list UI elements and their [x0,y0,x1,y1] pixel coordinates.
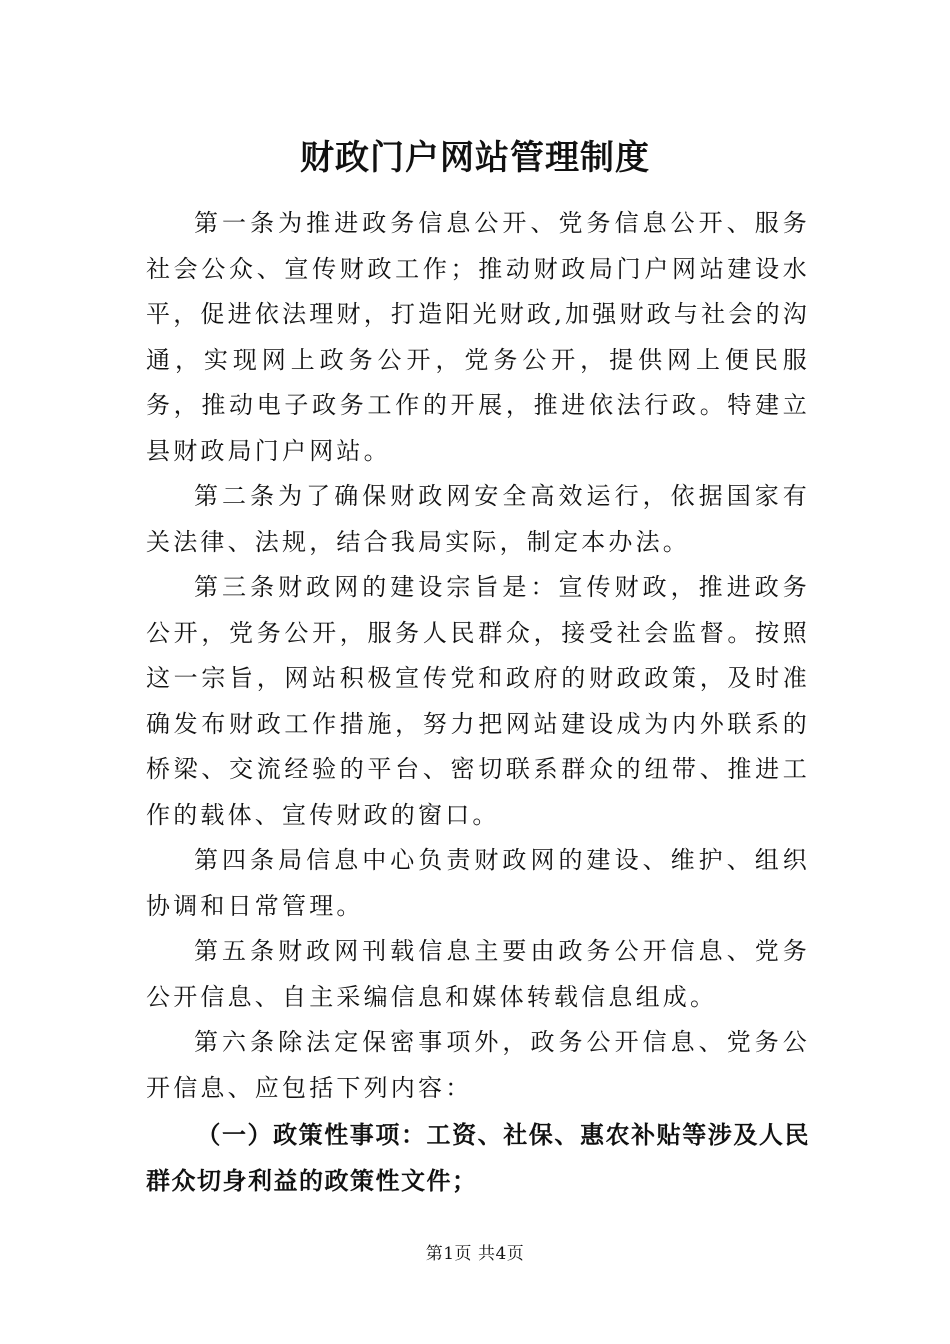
article-6-paragraph: 第六条除法定保密事项外，政务公开信息、党务公开信息、应包括下列内容： [146,1028,810,1102]
article-5-paragraph: 第五条财政网刊载信息主要由政务公开信息、党务公开信息、自主采编信息和媒体转载信息组成。 [146,937,810,1011]
document-body [146,201,810,1204]
article-3-paragraph: 第三条财政网的建设宗旨是：宣传财政，推进政务公开，党务公开，服务人民群众，接受社会监督。按照这一宗旨，网站积极宣传党和政府的财政政策，及时准确发布财政工作措施，努力把网站建设成为内外联系的桥梁、交流经验的平台、密切联系群众的纽带、推进工作的载体、宣传财政的窗口。 [146,573,810,829]
article-4-paragraph: 第四条局信息中心负责财政网的建设、维护、组织协调和日常管理。 [146,846,810,920]
page-footer: 第1页 共4页 [425,1244,525,1264]
article-2-paragraph: 第二条为了确保财政网安全高效运行，依据国家有关法律、法规，结合我局实际，制定本办法。 [146,482,810,556]
article-1-paragraph: 第一条为推进政务信息公开、党务信息公开、服务社会公众、宣传财政工作；推动财政局门户网站建设水平，促进依法理财，打造阳光财政,加强财政与社会的沟通，实现网上政务公开，党务公开，提供网上便民服务，推动电子政务工作的开展，推进依法行政。特建立县财政局门户网站。 [146,209,810,465]
item-1-paragraph: （一）政策性事项：工资、社保、惠农补贴等涉及人民群众切身利益的政策性文件； [146,1121,810,1195]
document-title: 财政门户网站管理制度 [300,138,650,178]
